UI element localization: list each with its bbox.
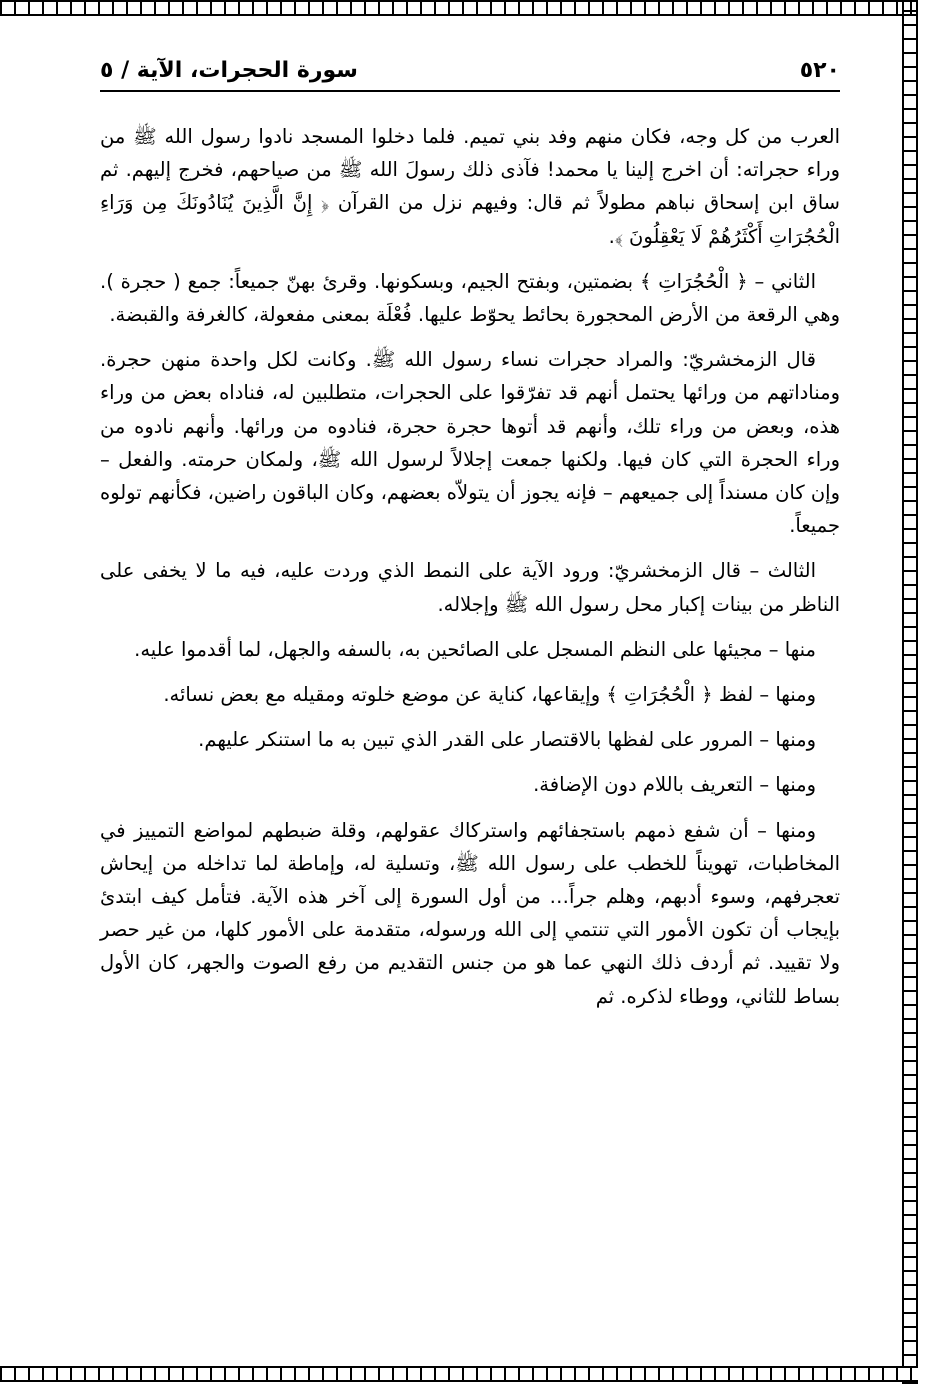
decorative-border-right: [902, 0, 918, 1384]
page-header: [100, 50, 840, 92]
paragraph: ومنها – المرور على لفظها بالاقتصار على القدر الذي تبين به ما استنكر عليهم.: [198, 728, 816, 752]
paragraph: منها – مجيئها على النظم المسجل على الصائحين به، بالسفه والجهل، لما أقدموا عليه.: [134, 637, 816, 661]
paragraph: ومنها – أن شفع ذمهم باستجفائهم واستركاك عقولهم، وقلة ضبطهم لمواضع التمييز في المخاطبات، تهويناً للخطب على رسول الله ﷺ، وتسلية له، وإماطة لما تداخله من إيحاش تعجرفهم، وسوء أدبهم، وهلم جراً… من أول السورة إلى آخر هذه الآية. فتأمل كيف ابتدئ بإيجاب أن تكون الأمور التي تنتمي إلى الله ورسوله، متقدمة على الأمور كلها، من غير حصر ولا تقييد. ثم أردف ذلك النهي عما هو من جنس التقديم من رفع الصوت والجهر، كان الأول بساط للثاني، ووطاء لذكره. ثم: [100, 818, 840, 1008]
book-page: [100, 50, 840, 1350]
page-number: ٥٢٠: [799, 57, 840, 83]
paragraph: ومنها – لفظ ﴿ الْحُجُرَاتِ ﴾ وإيقاعها، كناية عن موضع خلوته ومقيله مع بعض نسائه.: [163, 683, 816, 707]
page-body: [100, 120, 840, 1013]
paragraph: العرب من كل وجه، فكان منهم وفد بني تميم. فلما دخلوا المسجد نادوا رسول الله ﷺ من وراء حجراته: أن اخرج إلينا يا محمد! فآذى ذلك رسولَ الله ﷺ من صياحهم، فخرج إليهم. ثم ساق ابن إسحاق نباهم مطولاً ثم قال: وفيهم نزل من القرآن ﴿ إِنَّ الَّذِينَ يُنَادُونَكَ مِن وَرَاءِ الْحُجُرَاتِ أَكْثَرُهُمْ لَا يَعْقِلُونَ ﴾.: [100, 125, 840, 248]
running-title: سورة الحجرات، الآية / ٥: [100, 57, 358, 83]
decorative-border-top: [0, 0, 918, 16]
paragraph: ومنها – التعريف باللام دون الإضافة.: [533, 773, 816, 797]
paragraph: الثاني – ﴿ الْحُجُرَاتِ ﴾ بضمتين، وبفتح الجيم، وبسكونها. وقرئ بهنّ جميعاً: جمع ( حجرة ). وهي الرقعة من الأرض المحجورة بحائط يحوّط عليها. فُعْلَة بمعنى مفعولة، كالغرفة والقبضة.: [100, 269, 840, 327]
paragraph: الثالث – قال الزمخشريّ: ورود الآية على النمط الذي وردت عليه، فيه ما لا يخفى على الناظر من بينات إكبار محل رسول الله ﷺ وإجلاله.: [100, 559, 840, 616]
decorative-border-bottom: [0, 1366, 918, 1382]
paragraph: قال الزمخشريّ: والمراد حجرات نساء رسول الله ﷺ. وكانت لكل واحدة منهن حجرة. ومناداتهم من ورائها يحتمل أنهم قد تفرّقوا على الحجرات، متطلبين له، فناداه بعض من وراء هذه، وبعض من وراء تلك، وأنهم قد أتوها حجرة حجرة، فنادوه من ورائها. وأنهم نادوه من وراء الحجرة التي كان فيها. ولكنها جمعت إجلالاً لرسول الله ﷺ، ولمكان حرمته. والفعل – وإن كان مسنداً إلى جميعهم – فإنه يجوز أن يتولاّه بعضهم، وكان الباقون راضين، فكأنهم تولوه جميعاً.: [100, 348, 840, 538]
